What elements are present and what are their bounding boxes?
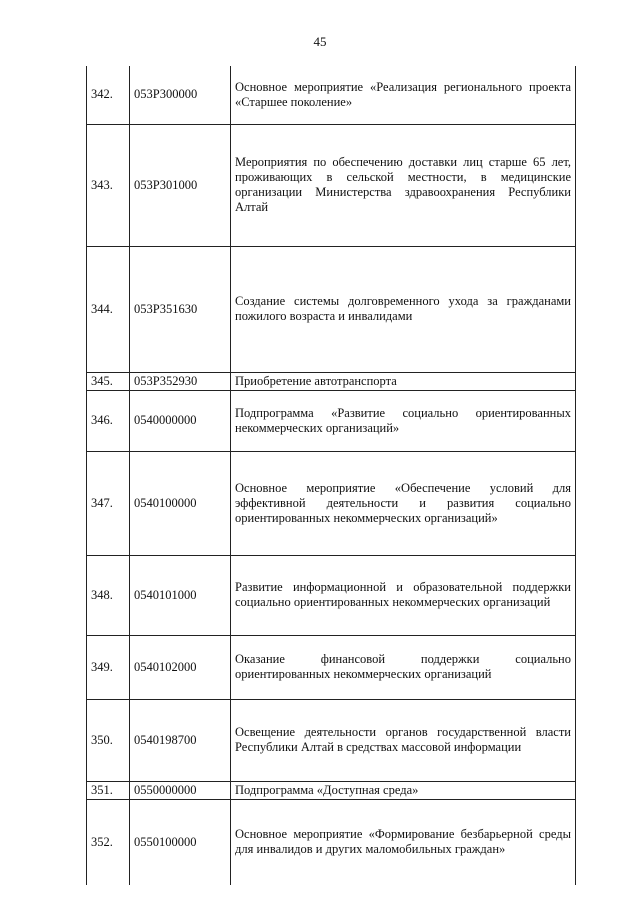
row-name: Основное мероприятие «Реализация регионального проекта «Старшее поколение» <box>235 79 571 109</box>
table-row <box>87 635 576 699</box>
row-name: Оказание финансовой поддержки социально ориентированных некоммерческих организаций <box>235 652 571 681</box>
table-row <box>87 781 576 799</box>
row-code: 053P301000 <box>130 124 231 246</box>
row-name: Основное мероприятие «Обеспечение условий для эффективной деятельности и развития социально ориентированных некоммерческих организаций» <box>235 480 571 525</box>
row-code: 0540101000 <box>130 555 231 635</box>
row-number: 343. <box>87 124 130 246</box>
row-code: 0540198700 <box>130 699 231 781</box>
row-name: Подпрограмма «Доступная среда» <box>235 782 419 797</box>
row-number: 346. <box>87 390 130 451</box>
row-code: 0540100000 <box>130 451 231 555</box>
row-name: Освещение деятельности органов государственной власти Республики Алтай в средствах массовой информации <box>235 725 571 754</box>
row-code: 0540000000 <box>130 390 231 451</box>
row-name: Развитие информационной и образовательной поддержки социально ориентированных некоммерческих организаций <box>235 580 571 609</box>
row-number: 344. <box>87 246 130 372</box>
table-row <box>87 372 576 390</box>
row-number: 348. <box>87 555 130 635</box>
row-number: 347. <box>87 451 130 555</box>
row-number: 352. <box>87 799 130 885</box>
row-name: Основное мероприятие «Формирование безбарьерной среды для инвалидов и других маломобильных граждан» <box>235 827 571 857</box>
registry-table <box>86 66 576 885</box>
table-row <box>87 555 576 635</box>
table-row <box>87 451 576 555</box>
row-code: 0550100000 <box>130 799 231 885</box>
row-code: 0540102000 <box>130 635 231 699</box>
table-row <box>87 246 576 372</box>
row-name: Мероприятия по обеспечению доставки лиц старше 65 лет, проживающих в сельской местности, в медицинские организации Министерства здравоохранения Республики Алтай <box>235 155 571 214</box>
row-number: 350. <box>87 699 130 781</box>
row-name: Приобретение автотранспорта <box>235 373 397 388</box>
table-row <box>87 799 576 885</box>
row-code: 053P352930 <box>130 372 231 390</box>
row-number: 345. <box>87 372 130 390</box>
page-number: 45 <box>313 34 327 49</box>
table-row <box>87 699 576 781</box>
table-row <box>87 390 576 451</box>
row-number: 351. <box>87 781 130 799</box>
row-name: Создание системы долговременного ухода за гражданами пожилого возраста и инвалидами <box>235 294 571 323</box>
row-code: 053P300000 <box>130 66 231 124</box>
table-row <box>87 124 576 246</box>
row-code: 053P351630 <box>130 246 231 372</box>
row-number: 342. <box>87 66 130 124</box>
row-name: Подпрограмма «Развитие социально ориентированных некоммерческих организаций» <box>235 405 571 435</box>
row-code: 0550000000 <box>130 781 231 799</box>
table-row <box>87 66 576 124</box>
row-number: 349. <box>87 635 130 699</box>
